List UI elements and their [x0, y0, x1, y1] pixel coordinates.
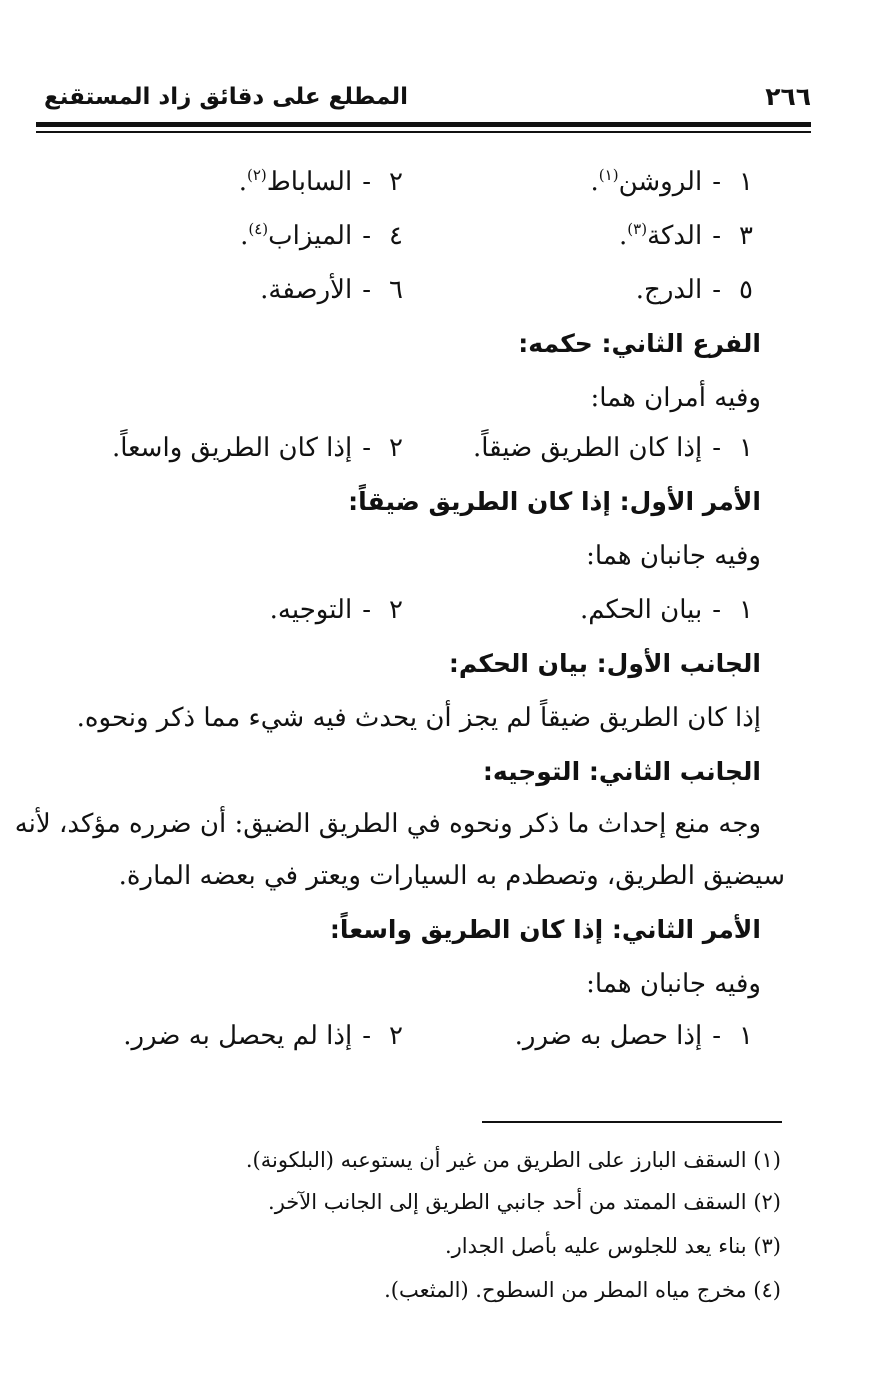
list-row [100, 208, 761, 264]
footnote-2: (٢) السقف الممتد من أحد جانبي الطريق إلى الجانب الآخر. [268, 1190, 781, 1214]
footnote-1: (١) السقف البارز على الطريق من غير أن يستوعبه (البلكونة). [245, 1148, 781, 1172]
list-item: ٢-إذا كان الطريق واسعاً. [111, 433, 403, 463]
list-item: ٢-الساباط$^{(٢)}$. [238, 166, 403, 197]
footnote-3: (٣) بناء يعد للجلوس عليه بأصل الجدار. [444, 1234, 781, 1258]
list-row [100, 154, 761, 210]
header-rule-thin [36, 131, 811, 133]
branch2-heading: الفرع الثاني: حكمه: [518, 329, 761, 358]
page-number: ٢٦٦ [765, 82, 811, 111]
matter2-heading: الأمر الثاني: إذا كان الطريق واسعاً: [329, 915, 761, 944]
footnote-4: (٤) مخرج مياه المطر من السطوح. (المثعب). [384, 1278, 781, 1302]
list-row [100, 582, 761, 638]
list-item: ١-الروشن$^{(١)}$. [590, 166, 753, 197]
list-item: ٢-التوجيه. [269, 595, 403, 625]
side1-text: إذا كان الطريق ضيقاً لم يجز أن يحدث فيه شيء مما ذكر ونحوه. [76, 703, 761, 733]
list-item: ١-إذا حصل به ضرر. [514, 1021, 753, 1051]
running-title: المطلع على دقائق زاد المستقنع [44, 84, 409, 110]
list-item: ١-بيان الحكم. [579, 595, 753, 625]
list-item: ٢-إذا لم يحصل به ضرر. [123, 1021, 403, 1051]
matter1-intro: وفيه جانبان هما: [586, 541, 761, 571]
list-item: ٣-الدكة$^{(٣)}$. [619, 220, 753, 251]
list-row [100, 1008, 761, 1064]
page-header [36, 82, 811, 122]
list-row [100, 262, 761, 318]
list-row [100, 420, 761, 476]
side2-text-line1: وجه منع إحداث ما ذكر ونحوه في الطريق الضيق: أن ضرره مؤكد، لأنه [14, 809, 761, 839]
side1-heading: الجانب الأول: بيان الحكم: [448, 649, 761, 678]
matter1-heading: الأمر الأول: إذا كان الطريق ضيقاً: [348, 487, 761, 516]
side2-text-line2: سيضيق الطريق، وتصطدم به السيارات ويعتر في بعضه المارة. [118, 861, 785, 891]
list-item: ٥-الدرج. [635, 275, 753, 305]
footnote-separator [482, 1121, 782, 1123]
header-rule-thick [36, 122, 811, 127]
list-item: ٤-الميزاب$^{(٤)}$. [240, 220, 403, 251]
side2-heading: الجانب الثاني: التوجيه: [482, 757, 761, 786]
list-item: ١-إذا كان الطريق ضيقاً. [472, 433, 753, 463]
matter2-intro: وفيه جانبان هما: [586, 969, 761, 999]
branch2-intro: وفيه أمران هما: [590, 383, 761, 413]
list-item: ٦-الأرصفة. [260, 275, 403, 305]
